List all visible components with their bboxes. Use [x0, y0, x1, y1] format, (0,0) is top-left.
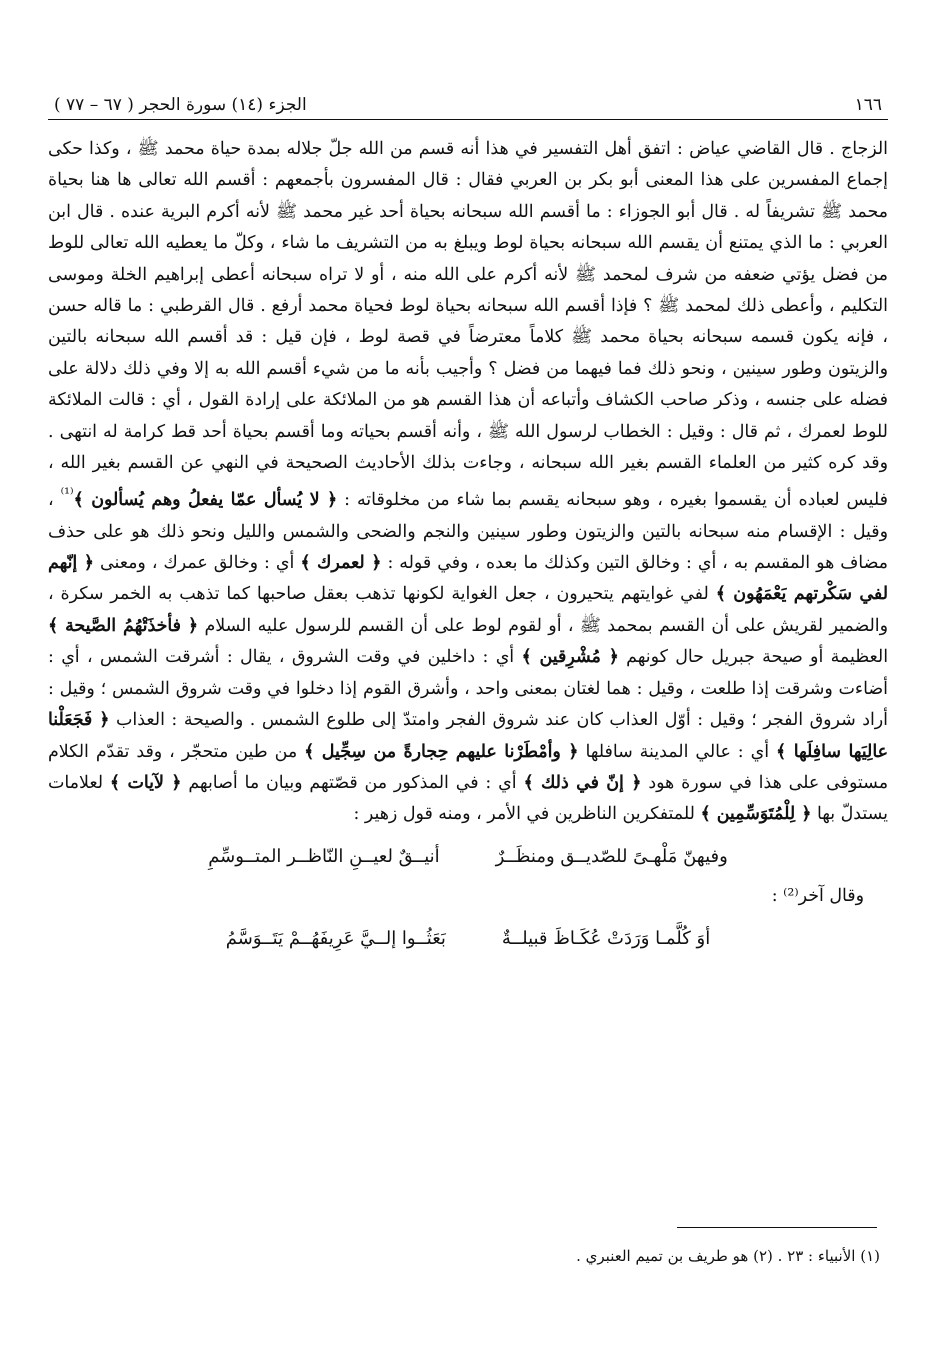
text-segment: أي : داخلين في وقت الشروق ، يقال : أشرقت الشمس ، أي : أضاءت وشرقت إذا طلعت ، وقيل : هما لغتان بمعنى واحد ، وأشرق القوم إذا دخلوا في وقت شروق الشمس ؛ وقيل : أراد شروق الفجر ؛ وقيل : أوّل العذاب كان عند شروق الفجر وامتدّ إلى طلوع الشمس . والصيحة : العذاب — [48, 647, 889, 731]
text-segment: أي : عالي المدينة سافلها — [585, 741, 770, 762]
page-header — [48, 92, 888, 120]
text-segment: أي : في المذكور من قصّتهم وبيان ما أصابهم — [188, 772, 517, 793]
poem-verse-1 — [48, 839, 888, 875]
hemistich-right: وفيهنّ مَلْهـىً للصّديــق ومنظَــرٌ — [495, 845, 728, 867]
poem-intro: وقال آخر⁽²⁾ : — [771, 885, 864, 906]
text-segment: ، وقيل : الإقسام منه سبحانه بالتين والزيتون وطور سينين والنجم والضحى والشمس والليل ونحو ذلك هو على حذف مضاف هو المقسم به ، أي : وخالق التين وكذلك ما بعده ، وفي قوله : — [48, 490, 888, 574]
text-segment: لفي غوايتهم يتحيرون ، جعل الغواية لكونها تذهب بعقل صاحبها كما تذهب به الخمر سكرة ، والضمير لقريش على أن القسم بمحمد ﷺ ، أو لقوم لوط على أن القسم للرسول عليه السلام — [48, 584, 888, 636]
book-page — [48, 92, 888, 957]
quran-quote: ﴿ فأخذَتْهُمُ الصَّيحة ﴾ — [48, 615, 199, 636]
text-segment: أي : وخالق عمرك ، ومعنى — [99, 553, 295, 574]
text-segment: من طين متحجّر ، وقد تقدّم الكلام مستوفى على هذا في سورة هود — [48, 741, 889, 793]
text-segment: لعلامات يستدلّ بها — [48, 772, 888, 825]
quran-quote: ﴿ لآيات ﴾ — [109, 772, 182, 793]
hemistich-left: بَعَثُــوا إلــيَّ عَرِيفَهُــمْ يَتَــوَسَّمُ — [225, 927, 446, 949]
hemistich-left: أنيــقٌ لعيــنِ النّاظــر المتــوسِّمِ — [208, 845, 440, 867]
text-segment: العظيمة أو صيحة جبريل حال كونهم — [626, 647, 889, 668]
quran-quote: ﴿ وأمْطَرْنا عليهم حِجارةً من سِجِّيل ﴾ — [304, 741, 579, 762]
footnote-divider — [677, 1227, 877, 1228]
quran-quote: ﴿ مُشْرِقين ﴾ — [521, 647, 619, 668]
commentary-paragraph — [48, 134, 888, 831]
hemistich-right: أوَ كُلَّمـا وَرَدَتْ عُكَـاظَ قبيلــةٌ — [501, 927, 711, 949]
body-text — [48, 134, 888, 957]
page-number: ١٦٦ — [854, 95, 882, 115]
quran-quote: ﴿ إنّهم لفي سَكْرتهم يَعْمَهُون ﴾ — [48, 553, 889, 605]
text-segment: الزجاج . قال القاضي عياض : اتفق أهل التفسير في هذا أنه قسم من الله جلّ جلاله بمدة حياة محمد ﷺ ، وكذا حكى إجماع المفسرين على هذا المعنى أبو بكر بن العربي فقال : قال المفسرون بأجمعهم : أقسم الله تعالى ها هنا بحياة محمد ﷺ تشريفاً له . قال أبو الجوزاء : ما أقسم الله سبحانه بحياة أحد غير محمد ﷺ لأنه أكرم البرية عنده . قال ابن العربي : ما الذي يمتنع أن يقسم الله سبحانه بحياة لوط ويبلغ به من التشريف ما شاء ، وكلّ ما يعطيه الله تعالى للوط من فضل يؤتي ضعفه من شرف لمحمد ﷺ لأنه أكرم على الله منه ، أو لا تراه سبحانه أعطى إبراهيم الخلة وموسى التكليم ، وأعطى ذلك لمحمد ﷺ ؟ فإذا أقسم الله سبحانه بحياة لوط فحياة محمد أرفع . قال القرطبي : ما قاله حسن ، فإنه يكون قسمه سبحانه بحياة محمد ﷺ كلاماً معترضاً في قصة لوط ، فإن قيل : قد أقسم الله سبحانه بالتين والزيتون وطور سينين ، ونحو ذلك فما فيهما من فضل ؟ وأجيب بأنه ما من شيء أقسم الله به إلا وفي ذلك دلالة على فضله على جنسه ، وذكر صاحب الكشاف وأتباعه أن هذا القسم هو من الملائكة على إرادة القول ، أي : قالت الملائكة للوط لعمرك ، ثم قال : وقيل : الخطاب لرسول الله ﷺ ، وأنه أقسم بحياته وما أقسم بحياة أحد قط كرامة له انتهى . وقد كره كثير من العلماء القسم بغير الله سبحانه ، وجاءت بذلك الأحاديث الصحيحة في النهي عن القسم بغير الله ، فليس لعباده أن يقسموا بغيره ، وهو سبحانه يقسم بما شاء من مخلوقاته : — [48, 139, 888, 511]
quran-quote: ﴿ لا يُسأل عمّا يفعلُ وهم يُسألون ﴾ — [73, 490, 338, 511]
running-title: الجزء (١٤) سورة الحجر ( ٦٧ – ٧٧ ) — [54, 95, 307, 115]
quran-quote: ﴿ إنّ في ذلك ﴾ — [523, 772, 642, 793]
footnotes: (١) الأنبياء : ٢٣ . (٢) هو طريف بن تميم العنبري . — [576, 1247, 880, 1265]
quran-quote: ﴿ لعمرك ﴾ — [300, 553, 382, 574]
quran-quote: ﴿ فَجَعَلْنا عالِيَها سافِلَها ﴾ — [48, 710, 889, 762]
quran-quote: ﴿ لِلْمُتَوَسِّمِين ﴾ — [700, 804, 812, 825]
footnote-ref: ⁽¹⁾ — [60, 486, 74, 503]
poem-verse-2 — [48, 921, 888, 957]
text-segment: للمتفكرين الناظرين في الأمر ، ومنه قول زهير : — [353, 804, 695, 825]
